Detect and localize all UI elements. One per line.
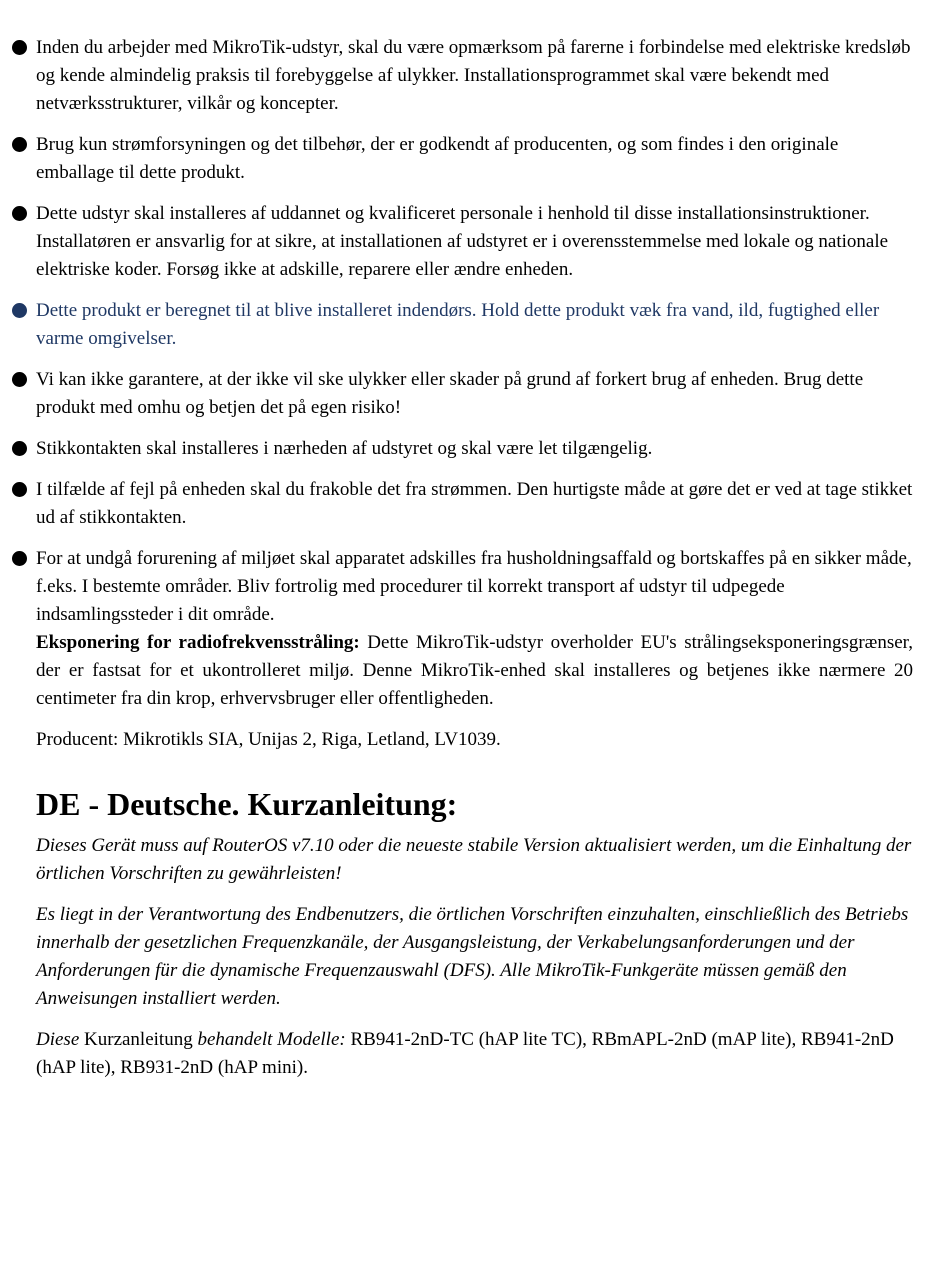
list-item-text: Dette udstyr skal installeres af uddannet og kvalificeret personale i henhold til disse installationsinstruktioner. Installatøren er ansvarlig for at sikre, at installationen af udstyret er i overensstemmelse med lokale og nationale elektriske koder. Forsøg ikke at adskille, reparere eller ændre enheden. bbox=[36, 203, 889, 280]
list-item bbox=[36, 131, 913, 187]
bullet-icon bbox=[12, 40, 27, 55]
models-text-c: behandelt Modelle: bbox=[197, 1029, 346, 1050]
list-item bbox=[36, 545, 913, 629]
list-item-text: Vi kan ikke garantere, at der ikke vil ske ulykker eller skader på grund af forkert brug af enheden. Brug dette produkt med omhu og betjen det på egen risiko! bbox=[36, 369, 864, 418]
rf-exposure-label: Eksponering for radiofrekvensstråling: bbox=[36, 632, 360, 653]
models-text-b: Kurzanleitung bbox=[79, 1029, 198, 1050]
safety-list bbox=[36, 34, 913, 629]
list-item bbox=[36, 435, 913, 463]
list-item bbox=[36, 476, 913, 532]
bullet-icon bbox=[12, 137, 27, 152]
bullet-icon bbox=[12, 482, 27, 497]
update-notice: Dieses Gerät muss auf RouterOS v7.10 oder die neueste stabile Version aktualisiert werden, um die Einhaltung der örtlichen Vorschriften zu gewährleisten! bbox=[36, 835, 912, 884]
list-item-text: Stikkontakten skal installeres i nærheden af udstyret og skal være let tilgængelig. bbox=[36, 438, 653, 459]
bullet-icon bbox=[12, 206, 27, 221]
list-item-text: Inden du arbejder med MikroTik-udstyr, skal du være opmærksom på farerne i forbindelse med elektriske kredsløb og kende almindelig praksis til forebyggelse af ulykker. Installationsprogrammet skal være bekendt med netværksstrukturer, vilkår og koncepter. bbox=[36, 37, 911, 114]
bullet-icon bbox=[12, 441, 27, 456]
models-paragraph bbox=[36, 1026, 913, 1082]
rf-exposure-paragraph bbox=[36, 629, 913, 713]
list-item-text: For at undgå forurening af miljøet skal apparatet adskilles fra husholdningsaffald og bortskaffes på en sikker måde, f.eks. I bestemte områder. Bliv fortrolig med procedurer til korrekt transport af udstyr til udpegede indsamlingssteder i dit område. bbox=[36, 548, 912, 625]
list-item-text: Dette produkt er beregnet til at blive installeret indendørs. Hold dette produkt væk fra vand, ild, fugtighed eller varme omgivelser. bbox=[36, 300, 880, 349]
bullet-icon bbox=[12, 372, 27, 387]
list-item bbox=[36, 34, 913, 118]
section-heading-de: DE - Deutsche. Kurzanleitung: bbox=[36, 786, 458, 822]
list-item bbox=[36, 200, 913, 284]
bullet-icon bbox=[12, 551, 27, 566]
list-item-text: Brug kun strømforsyningen og det tilbehør, der er godkendt af producenten, og som findes i den originale emballage til dette produkt. bbox=[36, 134, 839, 183]
models-text-a: Diese bbox=[36, 1029, 80, 1050]
list-item bbox=[36, 366, 913, 422]
list-item-text: I tilfælde af fejl på enheden skal du frakoble det fra strømmen. Den hurtigste måde at gøre det er ved at tage stikket ud af stikkontakten. bbox=[36, 479, 913, 528]
models-list: RB941-2nD-TC (hAP lite TC), RBmAPL-2nD (mAP lite), RB941-2nD (hAP lite), RB931-2nD (hAP mini). bbox=[36, 1029, 894, 1078]
producer-info: Producent: Mikrotikls SIA, Unijas 2, Riga, Letland, LV1039. bbox=[36, 729, 501, 750]
bullet-icon bbox=[12, 303, 27, 318]
responsibility-notice: Es liegt in der Verantwortung des Endbenutzers, die örtlichen Vorschriften einzuhalten, einschließlich des Betriebs innerhalb der gesetzlichen Frequenzkanäle, der Ausgangsleistung, der Verkabelungsanforderungen und der Anforderungen für die dynamische Frequenzauswahl (DFS). Alle MikroTik-Funkgeräte müssen gemäß den Anweisungen installiert werden. bbox=[36, 904, 909, 1009]
rf-exposure-text: Dette MikroTik-udstyr overholder EU's strålingseksponeringsgrænser, der er fastsat for et ukontrolleret miljø. Denne MikroTik-enhed skal installeres og betjenes ikke nærmere 20 centimeter fra din krop, erhvervsbruger eller offentligheden. bbox=[36, 632, 914, 709]
list-item-indoor-notice bbox=[36, 297, 913, 353]
